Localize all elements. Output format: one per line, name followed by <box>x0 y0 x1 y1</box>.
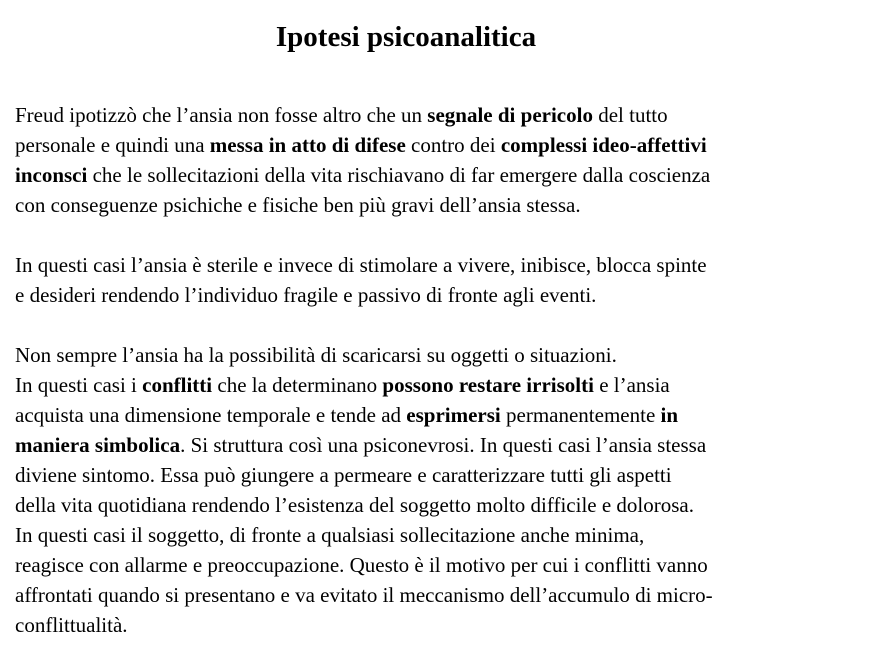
text-line <box>15 430 865 460</box>
text-line <box>15 130 865 160</box>
paragraph-psychoneurosis <box>15 340 865 640</box>
paragraph-sterile-anxiety <box>15 250 865 310</box>
bold-text: in <box>660 403 679 427</box>
text-span: acquista una dimensione temporale e tende ad <box>15 403 407 427</box>
bold-text: segnale di pericolo <box>427 103 593 127</box>
page-title: Ipotesi psicoanalitica <box>275 21 537 53</box>
text-line: con conseguenze psichiche e fisiche ben più gravi dell’ansia stessa. <box>15 193 581 217</box>
text-span: che le sollecitazioni della vita rischiavano di far emergere dalla coscienza <box>87 163 711 187</box>
bold-text: conflitti <box>142 373 213 397</box>
text-span: che la determinano <box>212 373 383 397</box>
bold-text: inconsci <box>15 163 88 187</box>
text-span: del tutto <box>592 103 668 127</box>
bold-text: maniera simbolica <box>15 433 181 457</box>
paragraph-freud <box>15 100 865 220</box>
bold-text: esprimersi <box>406 403 501 427</box>
text-span: contro dei <box>405 133 501 157</box>
text-line: della vita quotidiana rendendo l’esistenza del soggetto molto difficile e dolorosa. <box>15 493 695 517</box>
bold-text: possono restare irrisolti <box>382 373 594 397</box>
text-line <box>15 370 865 400</box>
bold-text: complessi ideo-affettivi <box>500 133 707 157</box>
text-span: e l’ansia <box>593 373 670 397</box>
text-line: affrontati quando si presentano e va evitato il meccanismo dell’accumulo di micro- <box>15 583 713 607</box>
text-line <box>15 100 865 130</box>
text-line: e desideri rendendo l’individuo fragile e passivo di fronte agli eventi. <box>15 283 597 307</box>
text-line: conflittualità. <box>15 613 128 637</box>
text-span: . Si struttura così una psiconevrosi. In questi casi l’ansia stessa <box>180 433 707 457</box>
text-line: reagisce con allarme e preoccupazione. Questo è il motivo per cui i conflitti vanno <box>15 553 708 577</box>
text-span: In questi casi i <box>15 373 143 397</box>
text-line: In questi casi l’ansia è sterile e invece di stimolare a vivere, inibisce, blocca spinte <box>15 253 707 277</box>
document-body <box>15 100 865 670</box>
text-line <box>15 400 865 430</box>
bold-text: messa in atto di difese <box>209 133 406 157</box>
text-line: diviene sintomo. Essa può giungere a permeare e caratterizzare tutti gli aspetti <box>15 463 672 487</box>
text-line: Non sempre l’ansia ha la possibilità di scaricarsi su oggetti o situazioni. <box>15 343 617 367</box>
text-span: Freud ipotizzò che l’ansia non fosse altro che un <box>15 103 428 127</box>
text-line <box>15 160 865 190</box>
text-span: personale e quindi una <box>15 133 210 157</box>
text-line: In questi casi il soggetto, di fronte a qualsiasi sollecitazione anche minima, <box>15 523 645 547</box>
text-span: permanentemente <box>500 403 661 427</box>
